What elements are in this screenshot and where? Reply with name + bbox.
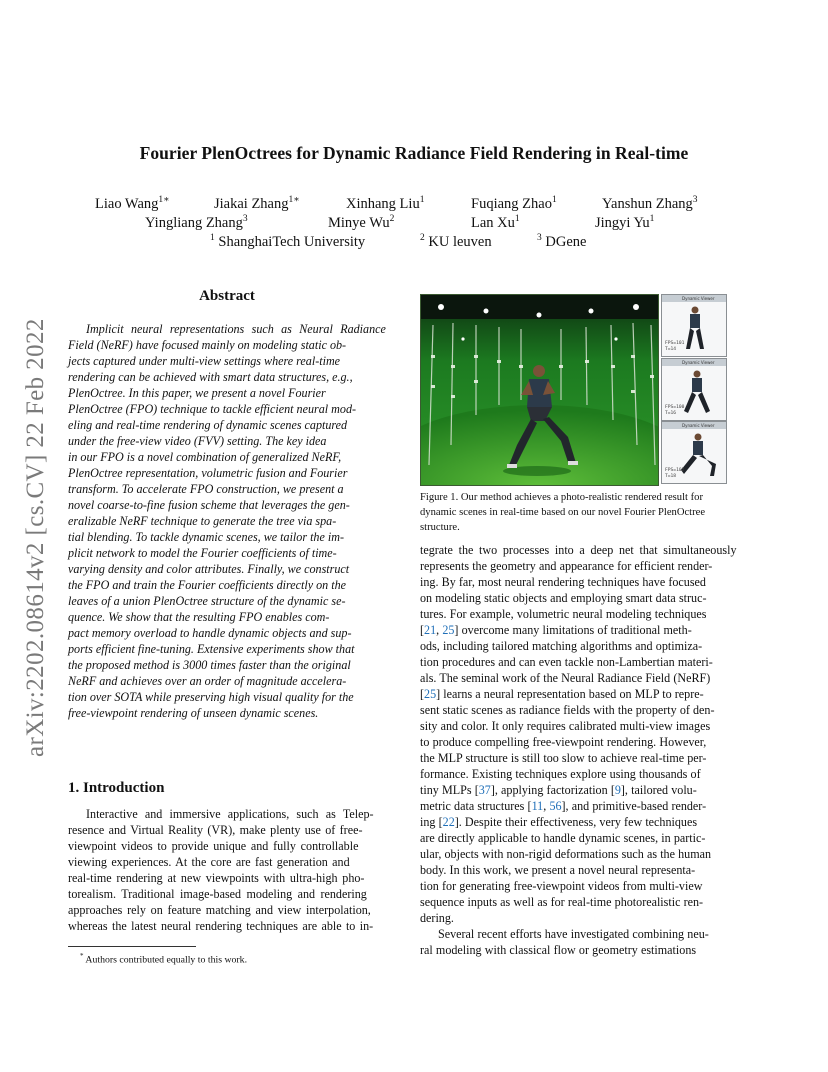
text-line: jects captured under multi-view settings where real-time	[68, 354, 341, 368]
affiliation-shanghaitech: $^1$ ShanghaiTech University	[210, 233, 366, 250]
text-line: tial blending. To tackle dynamic scenes, we tailor the im-	[68, 530, 344, 544]
text-line: novel coarse-to-fine fusion scheme that leverages the gen-	[68, 498, 350, 512]
text-line: eling and real-time rendering of dynamic scenes captured	[68, 418, 348, 432]
author-yanshun-zhang: Yanshun Zhang$^3$	[602, 195, 698, 212]
text-line: ing. By far, most neural rendering techniques have focused	[420, 575, 706, 589]
author-fuqiang-zhao: Fuqiang Zhao$^1$	[471, 195, 557, 212]
text-line: under the free-view video (FVV) setting. The key idea	[68, 434, 327, 448]
introduction-heading: 1. Introduction	[68, 780, 165, 796]
green-screen-stage-illustration	[421, 295, 658, 485]
text-line: [21, 25] overcome many limitations of traditional meth-	[420, 623, 692, 637]
text-line: PlenOctree (FPO) technique to tackle efficient neural mod-	[68, 402, 357, 416]
right-column-body	[420, 542, 737, 958]
text-line: sequence inputs as well as for real-time photorealistic ren-	[420, 895, 704, 909]
text-line: viewing experiences. At the core are fast generation and	[68, 855, 350, 869]
text-line: Implicit neural representations such as Neural Radiance	[86, 322, 386, 336]
text-line: Figure 1. Our method achieves a photo-realistic rendered result for	[420, 492, 703, 503]
text-line: structure.	[420, 522, 460, 533]
text-line: ular, objects with non-rigid deformations such as the human	[420, 847, 712, 861]
text-line: metric data structures [11, 56], and primitive-based render-	[420, 799, 707, 813]
text-line: the MLP structure is still too slow to achieve real-time per-	[420, 751, 707, 765]
figure-caption	[420, 490, 705, 535]
text-line: ods, including tailored matching algorithms and optimiza-	[420, 639, 703, 653]
text-line: the FPO and train the Fourier coefficients directly on the	[68, 578, 346, 592]
introduction-body	[68, 806, 374, 934]
text-line: real-time rendering at new viewpoints with ultra-high pho-	[68, 871, 365, 885]
dynamic-viewer-thumbnail	[661, 358, 727, 421]
author-yingliang-zhang: Yingliang Zhang$^3$	[145, 214, 248, 231]
author-minye-wu: Minye Wu$^2$	[328, 214, 395, 231]
figure-main-image	[420, 294, 659, 486]
text-line: sity and color. It only requires calibrated multi-view images	[420, 719, 711, 733]
text-line: to produce compelling free-viewpoint rendering. However,	[420, 735, 707, 749]
text-line: are directly applicable to handle dynamic scenes, in partic-	[420, 831, 706, 845]
viewer-title: Dynamic Viewer	[682, 360, 715, 365]
text-line: approaches rely on feature matching and view interpolation,	[68, 903, 371, 917]
author-jingyi-yu: Jingyi Yu$^1$	[595, 214, 655, 231]
text-line: tion over SOTA while preserving high visual quality for the	[68, 690, 354, 704]
text-line: leaves of a union PlenOctree structure of the dynamic se-	[68, 594, 346, 608]
abstract-body	[68, 321, 386, 721]
text-line: ral modeling with classical flow or geometry estimations	[420, 943, 697, 957]
text-line: sent static scenes as radiance fields with the property of den-	[420, 703, 715, 717]
author-liao-wang: Liao Wang$^{1∗}$	[95, 195, 170, 212]
text-line: NeRF and achieves over an order of magnitude accelera-	[68, 674, 347, 688]
viewer-title: Dynamic Viewer	[682, 296, 715, 301]
text-line: varying density and color attributes. Finally, we construct	[68, 562, 350, 576]
text-line: tion procedures and can even tackle non-Lambertian materi-	[420, 655, 713, 669]
affiliation-ku-leuven: $^2$ KU leuven	[420, 233, 492, 250]
text-line: Field (NeRF) have focused mainly on modeling static ob-	[68, 338, 347, 352]
text-line: on modeling static objects and employing smart data struc-	[420, 591, 707, 605]
dynamic-viewer-thumbnail	[661, 294, 727, 357]
fps-readout: FPS=100 T=16	[665, 405, 685, 416]
dynamic-viewer-thumbnail	[661, 421, 727, 484]
affiliation-dgene: $^3$ DGene	[537, 233, 587, 250]
person-render-icon	[680, 369, 714, 415]
text-line: PlenOctree representation, volumetric fusion and Fourier	[68, 466, 348, 480]
text-line: the proposed method is 3000 times faster than the original	[68, 658, 351, 672]
text-line: dering.	[420, 911, 454, 925]
text-line: quence. We show that the resulting FPO enables com-	[68, 610, 330, 624]
text-line: represents the geometry and appearance for efficient render-	[420, 559, 713, 573]
text-line: viewpoint videos to provide unique and fully controllable	[68, 839, 359, 853]
text-line: ing [22]. Despite their effectiveness, very few techniques	[420, 815, 698, 829]
text-line: als. The seminal work of the Neural Radiance Field (NeRF)	[420, 671, 711, 685]
text-line: tiny MLPs [37], applying factorization [9], tailored volu-	[420, 783, 697, 797]
author-xinhang-liu: Xinhang Liu$^1$	[346, 195, 425, 212]
viewer-title: Dynamic Viewer	[682, 423, 715, 428]
abstract-heading: Abstract	[199, 288, 255, 304]
text-line: resence and Virtual Reality (VR), make plenty use of free-	[68, 823, 363, 837]
text-line: pact memory overload to handle dynamic objects and sup-	[68, 626, 352, 640]
text-line: formance. Existing techniques explore using thousands of	[420, 767, 701, 781]
text-line: body. In this work, we present a novel neural representa-	[420, 863, 696, 877]
text-line: eralizable NeRF technique to generate the tree via spa-	[68, 514, 337, 528]
person-render-icon	[680, 305, 710, 351]
text-line: torealism. Traditional image-based modeling and rendering	[68, 887, 367, 901]
text-line: tures. For example, volumetric neural modeling techniques	[420, 607, 707, 621]
text-line: in our FPO is a novel combination of generalized NeRF,	[68, 450, 342, 464]
footnote: * Authors contributed equally to this work.	[80, 952, 248, 966]
fps-readout: FPS=101 T=14	[665, 341, 685, 352]
text-line: PlenOctree. In this paper, we present a novel Fourier	[68, 386, 326, 400]
paper-title: Fourier PlenOctrees for Dynamic Radiance Field Rendering in Real-time	[139, 143, 689, 163]
text-line: dynamic scenes in real-time based on our novel Fourier PlenOctree	[420, 507, 706, 518]
text-line: free-viewpoint rendering of unseen dynamic scenes.	[68, 706, 319, 720]
text-line: whereas the latest neural rendering techniques are able to in-	[68, 919, 374, 933]
author-lan-xu: Lan Xu$^1$	[471, 214, 520, 231]
text-line: tion for generating free-viewpoint videos from multi-view	[420, 879, 703, 893]
text-line: ports efficient fine-tuning. Extensive experiments show that	[68, 642, 355, 656]
text-line: [25] learns a neural representation based on MLP to repre-	[420, 687, 704, 701]
footnote-rule	[68, 946, 196, 947]
text-line: Several recent efforts have investigated combining neu-	[438, 927, 709, 941]
text-line: plicit network to model the Fourier coefficients of time-	[68, 546, 337, 560]
text-line: tegrate the two processes into a deep net that simultaneously	[420, 543, 737, 557]
author-jiakai-zhang: Jiakai Zhang$^{1∗}$	[214, 195, 300, 212]
fps-readout: FPS=102 T=18	[665, 468, 685, 479]
text-line: rendering can be achieved with smart data structures, e.g.,	[68, 370, 353, 384]
text-line: Interactive and immersive applications, such as Telep-	[86, 807, 374, 821]
text-line: transform. To accelerate FPO construction, we present a	[68, 482, 344, 496]
arxiv-identifier: arXiv:2202.08614v2 [cs.CV] 22 Feb 2022	[22, 318, 49, 757]
